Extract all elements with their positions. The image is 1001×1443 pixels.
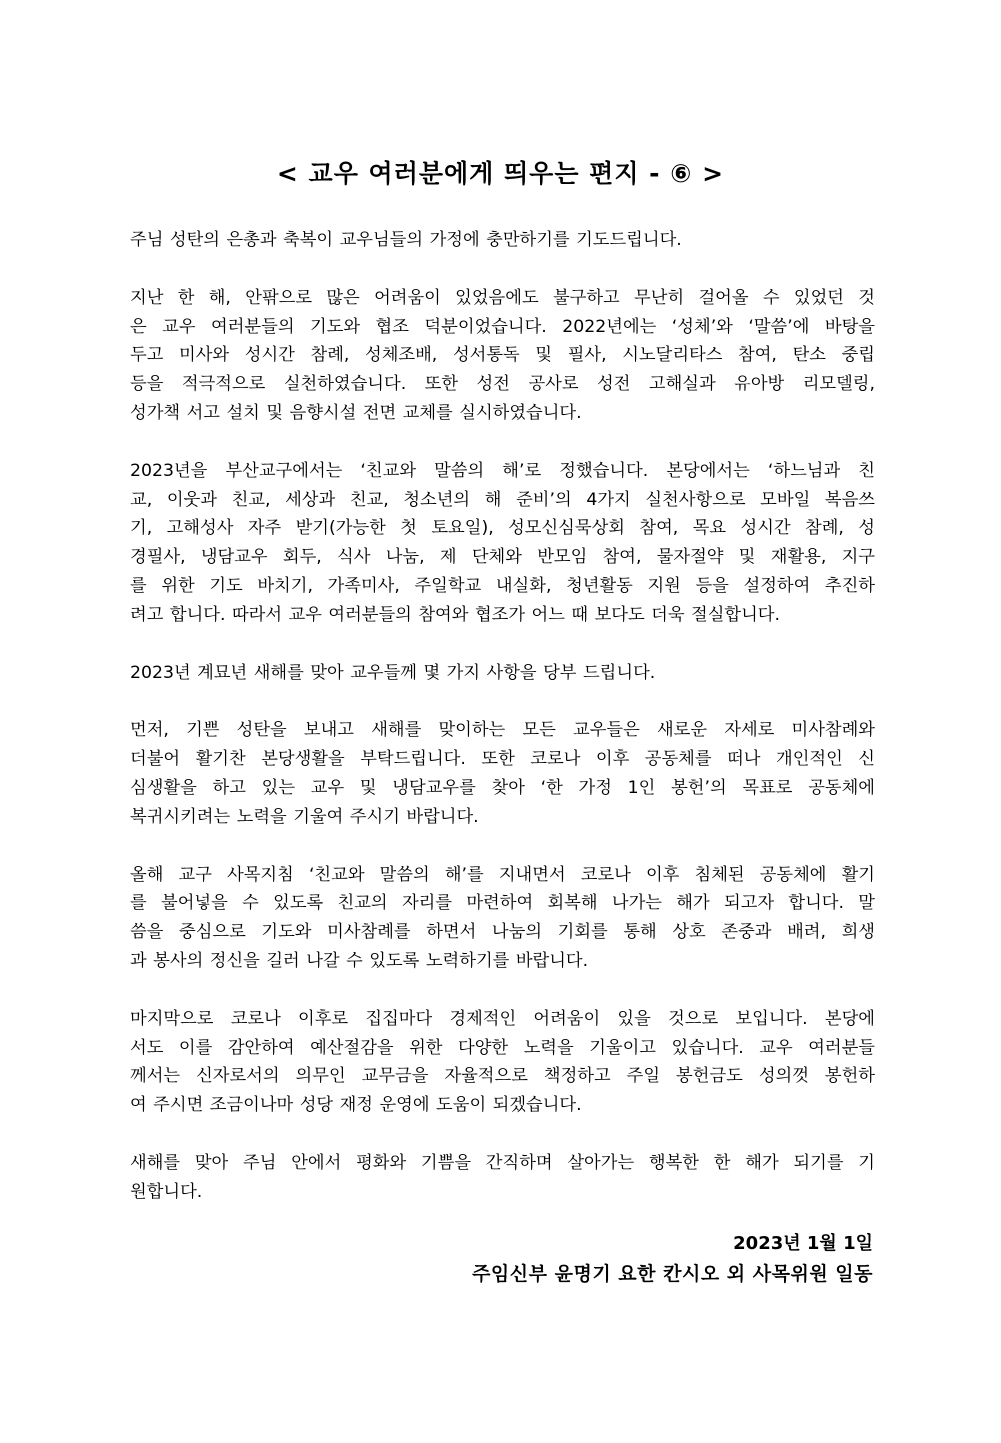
letter-title: < 교우 여러분에게 띄우는 편지 - ⑥ > <box>276 159 725 188</box>
paragraph-line: 려고 합니다. 따라서 교우 여러분들의 참여와 협조가 어느 때 보다도 더욱 절실합니다. <box>130 604 780 625</box>
paragraph-line: 성가책 서고 설치 및 음향시설 전면 교체를 실시하였습니다. <box>130 402 582 423</box>
letter-paragraph <box>130 861 875 976</box>
signature-block <box>472 1228 873 1290</box>
paragraph-line: 씀을 중심으로 기도와 미사참례를 하면서 나눔의 기회를 통해 상호 존중과 배려, 희생 <box>130 922 875 943</box>
paragraph-line: 여 주시면 조금이나마 성당 재정 운영에 도움이 되겠습니다. <box>130 1095 582 1116</box>
paragraph-line: 더불어 활기찬 본당생활을 부탁드립니다. 또한 코로나 이후 공동체를 떠나 개인적인 신 <box>130 749 875 770</box>
paragraph-line: 경필사, 냉담교우 회두, 식사 나눔, 제 단체와 반모임 참여, 물자절약 및 재활용, 지구 <box>130 547 875 568</box>
paragraph-line: 주님 성탄의 은총과 축복이 교우님들의 가정에 충만하기를 기도드립니다. <box>130 230 682 250</box>
letter-date: 2023년 1월 1일 <box>733 1233 873 1254</box>
paragraph-line: 를 위한 기도 바치기, 가족미사, 주일학교 내실화, 청년활동 지원 등을 설정하여 추진하 <box>130 575 875 596</box>
letter-paragraph <box>130 1149 875 1207</box>
paragraph-line: 먼저, 기쁜 성탄을 보내고 새해를 맞이하는 모든 교우들은 새로운 자세로 미사참례와 <box>130 720 875 741</box>
paragraph-line: 께서는 신자로서의 의무인 교무금을 자율적으로 책정하고 주일 봉헌금도 성의껏 봉헌하 <box>130 1066 875 1087</box>
letter-signer: 주임신부 윤명기 요한 칸시오 외 사목위원 일동 <box>472 1263 873 1285</box>
paragraph-line: 올해 교구 사목지침 ‘친교와 말씀의 해’를 지내면서 코로나 이후 침체된 공동체에 활기 <box>130 864 875 885</box>
letter-body <box>130 226 875 1236</box>
letter-paragraph <box>130 659 875 688</box>
letter-paragraph <box>130 1005 875 1120</box>
letter-paragraph <box>130 226 875 255</box>
paragraph-line: 2023년을 부산교구에서는 ‘친교와 말씀의 해’로 정했습니다. 본당에서는 ‘하느님과 친 <box>130 460 875 481</box>
letter-paragraph <box>130 284 875 428</box>
paragraph-line: 은 교우 여러분들의 기도와 협조 덕분이었습니다. 2022년에는 ‘성체’와 ‘말씀’에 바탕을 <box>130 316 875 337</box>
paragraph-line: 2023년 계묘년 새해를 맞아 교우들께 몇 가지 사항을 당부 드립니다. <box>130 662 656 683</box>
paragraph-line: 복귀시키려는 노력을 기울여 주시기 바랍니다. <box>130 806 479 827</box>
paragraph-line: 새해를 맞아 주님 안에서 평화와 기쁨을 간직하며 살아가는 행복한 한 해가 되기를 기 <box>130 1152 875 1173</box>
paragraph-line: 기, 고해성사 자주 받기(가능한 첫 토요일), 성모신심묵상회 참여, 목요 성시간 참례, 성 <box>130 518 875 539</box>
paragraph-line: 서도 이를 감안하여 예산절감을 위한 다양한 노력을 기울이고 있습니다. 교우 여러분들 <box>130 1037 875 1058</box>
paragraph-line: 를 불어넣을 수 있도록 친교의 자리를 마련하여 회복해 나가는 해가 되고자 합니다. 말 <box>130 893 875 914</box>
paragraph-line: 등을 적극적으로 실천하였습니다. 또한 성전 공사로 성전 고해실과 유아방 리모델링, <box>130 374 875 395</box>
paragraph-line: 원합니다. <box>130 1181 203 1202</box>
paragraph-line: 과 봉사의 정신을 길러 나갈 수 있도록 노력하기를 바랍니다. <box>130 950 589 971</box>
paragraph-line: 지난 한 해, 안팎으로 많은 어려움이 있었음에도 불구하고 무난히 걸어올 수 있었던 것 <box>130 287 875 308</box>
letter-paragraph <box>130 457 875 630</box>
paragraph-line: 심생활을 하고 있는 교우 및 냉담교우를 찾아 ‘한 가정 1인 봉헌’의 목표로 공동체에 <box>130 777 875 798</box>
paragraph-line: 마지막으로 코로나 이후로 집집마다 경제적인 어려움이 있을 것으로 보입니다. 본당에 <box>130 1008 875 1029</box>
letter-paragraph <box>130 716 875 831</box>
paragraph-line: 교, 이웃과 친교, 세상과 친교, 청소년의 해 준비’의 4가지 실천사항으로 모바일 복음쓰 <box>130 489 875 510</box>
paragraph-line: 두고 미사와 성시간 참례, 성체조배, 성서통독 및 필사, 시노달리타스 참여, 탄소 중립 <box>130 345 875 366</box>
